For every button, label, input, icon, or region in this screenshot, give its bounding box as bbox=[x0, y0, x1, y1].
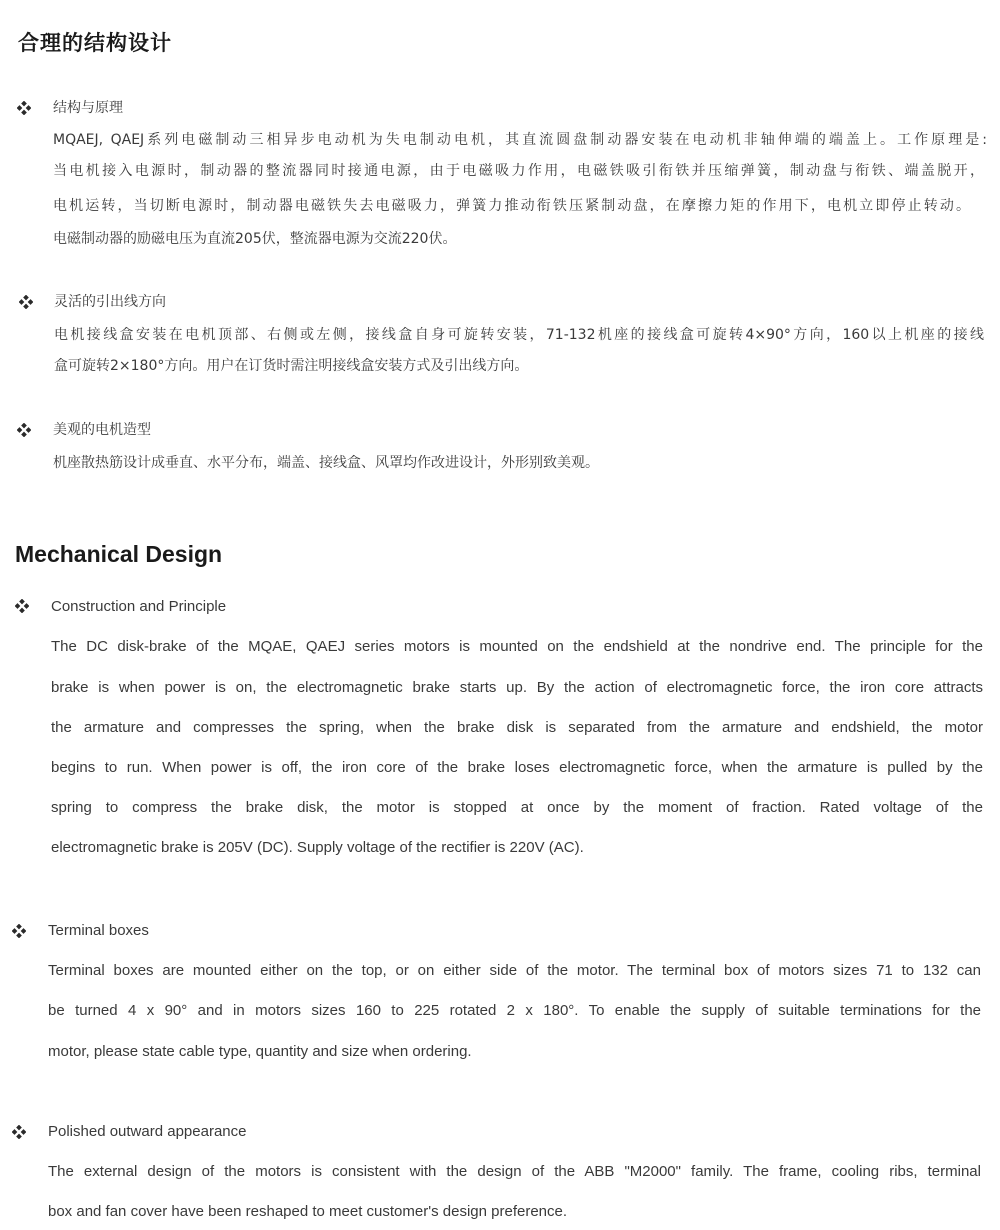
body-line: 机座散热筋设计成垂直、水平分布，端盖、接线盒、风罩均作改进设计，外形别致美观。 bbox=[53, 455, 599, 471]
body-line: motor, please state cable type, quantity and size when ordering. bbox=[48, 1043, 472, 1060]
body-line: the armature and compresses the spring, when the brake disk is separated from the armature and endshield, the motor bbox=[51, 719, 983, 736]
body-line: 当电机接入电源时，制动器的整流器同时接通电源，由于电磁吸力作用，电磁铁吸引衔铁并压缩弹簧，制动盘与衔铁、端盖脱开， bbox=[53, 163, 984, 179]
item-title: Construction and Principle bbox=[51, 598, 227, 615]
section-heading-cn: 合理的结构设计 bbox=[18, 31, 172, 55]
body-line: The external design of the motors is consistent with the design of the ABB "M2000" family. The frame, cooling ribs, terminal bbox=[48, 1163, 981, 1180]
body-line: Terminal boxes are mounted either on the top, or on either side of the motor. The terminal box of motors sizes 71 to 132 can bbox=[48, 962, 981, 979]
body-line: spring to compress the brake disk, the motor is stopped at once by the moment of fraction. Rated voltage of the bbox=[51, 799, 983, 816]
diamond-bullet-icon bbox=[12, 1125, 22, 1135]
body-line: The DC disk-brake of the MQAE, QAEJ series motors is mounted on the endshield at the nondrive end. The principle for the bbox=[51, 638, 983, 655]
item-title: Terminal boxes bbox=[48, 922, 149, 939]
item-title: 结构与原理 bbox=[53, 100, 123, 116]
item-title: Polished outward appearance bbox=[48, 1123, 247, 1140]
diamond-bullet-icon bbox=[17, 423, 27, 433]
body-line: 盒可旋转2×180°方向。用户在订货时需注明接线盒安装方式及引出线方向。 bbox=[54, 358, 529, 374]
item-title: 美观的电机造型 bbox=[53, 422, 151, 438]
item-title: 灵活的引出线方向 bbox=[54, 294, 166, 310]
body-line: brake is when power is on, the electromagnetic brake starts up. By the action of electromagnetic force, the iron core attracts bbox=[51, 679, 983, 696]
section-heading-en: Mechanical Design bbox=[15, 541, 223, 567]
body-line: begins to run. When power is off, the iron core of the brake loses electromagnetic force, when the armature is pulled by the bbox=[51, 759, 983, 776]
body-line: be turned 4 x 90° and in motors sizes 160 to 225 rotated 2 x 180°. To enable the supply of suitable terminations for the bbox=[48, 1002, 981, 1019]
body-line: 电机接线盒安装在电机顶部、右侧或左侧，接线盒自身可旋转安装，71-132机座的接线盒可旋转4×90°方向，160以上机座的接线 bbox=[54, 327, 984, 343]
diamond-bullet-icon bbox=[15, 599, 25, 609]
body-line: MQAEJ, QAEJ系列电磁制动三相异步电动机为失电制动电机，其直流圆盘制动器安装在电动机非轴伸端的端盖上。工作原理是: bbox=[53, 132, 987, 148]
diamond-bullet-icon bbox=[17, 101, 27, 111]
body-line: box and fan cover have been reshaped to meet customer's design preference. bbox=[48, 1203, 568, 1220]
body-line: electromagnetic brake is 205V (DC). Supply voltage of the rectifier is 220V (AC). bbox=[51, 839, 584, 856]
diamond-bullet-icon bbox=[19, 295, 29, 305]
diamond-bullet-icon bbox=[12, 924, 22, 934]
body-line: 电磁制动器的励磁电压为直流205伏，整流器电源为交流220伏。 bbox=[53, 231, 457, 247]
body-line: 电机运转，当切断电源时，制动器电磁铁失去电磁吸力，弹簧力推动衔铁压紧制动盘，在摩擦力矩的作用下，电机立即停止转动。 bbox=[53, 198, 970, 214]
